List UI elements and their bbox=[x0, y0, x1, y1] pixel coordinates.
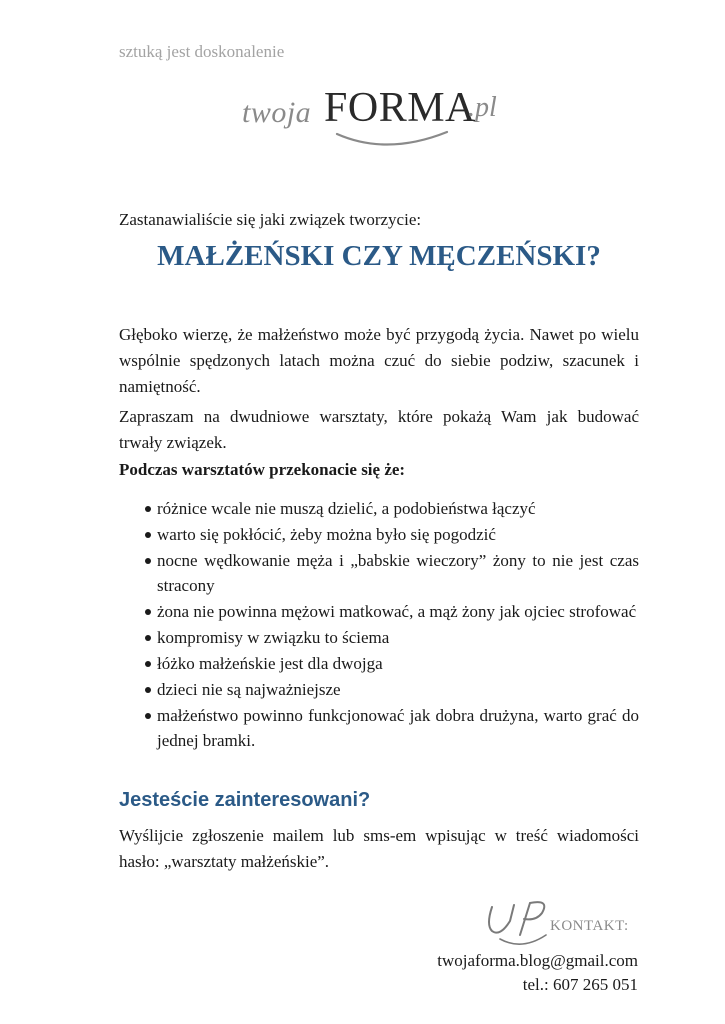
contact-email[interactable]: twojaforma.blog@gmail.com bbox=[437, 951, 638, 970]
paragraph-signup: Wyślijcie zgłoszenie mailem lub sms-em wpisując w treść wiadomości hasło: „warsztaty małżeńskie”. bbox=[119, 826, 639, 871]
list-item bbox=[119, 496, 639, 521]
brand-logo bbox=[242, 80, 532, 150]
list-item-text: kompromisy w związku to ściema bbox=[157, 628, 390, 647]
interest-heading: Jesteście zainteresowani? bbox=[119, 789, 371, 811]
list-item bbox=[119, 677, 639, 702]
bullet-icon bbox=[145, 506, 151, 512]
list-item-text: żona nie powinna mężowi matkować, a mąż żony jak ojciec strofować bbox=[157, 602, 637, 621]
paragraph-intro: Głęboko wierzę, że małżeństwo może być przygodą życia. Nawet po wielu wspólnie spędzonych latach można czuć do siebie podziw, szacunek i namiętność. bbox=[119, 325, 639, 396]
list-item bbox=[119, 651, 639, 676]
contact-phone[interactable]: tel.: 607 265 051 bbox=[522, 975, 638, 994]
bullet-icon bbox=[145, 661, 151, 667]
logo-pl-text: .pl bbox=[468, 92, 497, 123]
tagline: sztuką jest doskonalenie bbox=[119, 42, 285, 61]
page-title: MAŁŻEŃSKI CZY MĘCZEŃSKI? bbox=[157, 240, 601, 272]
list-item-text: nocne wędkowanie męża i „babskie wieczory” żony to nie jest czas stracony bbox=[157, 551, 639, 595]
bullets-lead: Podczas warsztatów przekonacie się że: bbox=[119, 460, 406, 479]
paragraph-invitation: Zapraszam na dwudniowe warsztaty, które pokażą Wam jak budować trwały związek. bbox=[119, 407, 639, 452]
bullet-icon bbox=[145, 635, 151, 641]
list-item-text: małżeństwo powinno funkcjonować jak dobra drużyna, warto grać do jednej bramki. bbox=[157, 706, 639, 750]
list-item-text: różnice wcale nie muszą dzielić, a podobieństwa łączyć bbox=[157, 499, 536, 518]
intro-question: Zastanawialiście się jaki związek tworzycie: bbox=[119, 210, 422, 229]
list-item bbox=[119, 703, 639, 753]
list-item bbox=[119, 548, 639, 598]
bullet-icon bbox=[145, 609, 151, 615]
list-item bbox=[119, 625, 639, 650]
logo-forma-text: FORMA bbox=[324, 85, 476, 131]
bullet-list bbox=[119, 496, 639, 754]
bullet-icon bbox=[145, 687, 151, 693]
logo-twoja-text: twoja bbox=[242, 96, 312, 129]
contact-label: KONTAKT: bbox=[550, 918, 629, 934]
bullet-icon bbox=[145, 532, 151, 538]
list-item-text: łóżko małżeńskie jest dla dwojga bbox=[157, 654, 383, 673]
bullet-icon bbox=[145, 558, 151, 564]
list-item bbox=[119, 599, 639, 624]
list-item-text: dzieci nie są najważniejsze bbox=[157, 680, 341, 699]
list-item-text: warto się pokłócić, żeby można było się pogodzić bbox=[157, 525, 496, 544]
logo-smile-arc bbox=[242, 80, 532, 150]
list-item bbox=[119, 522, 639, 547]
signature-icon bbox=[480, 895, 560, 950]
bullet-icon bbox=[145, 713, 151, 719]
